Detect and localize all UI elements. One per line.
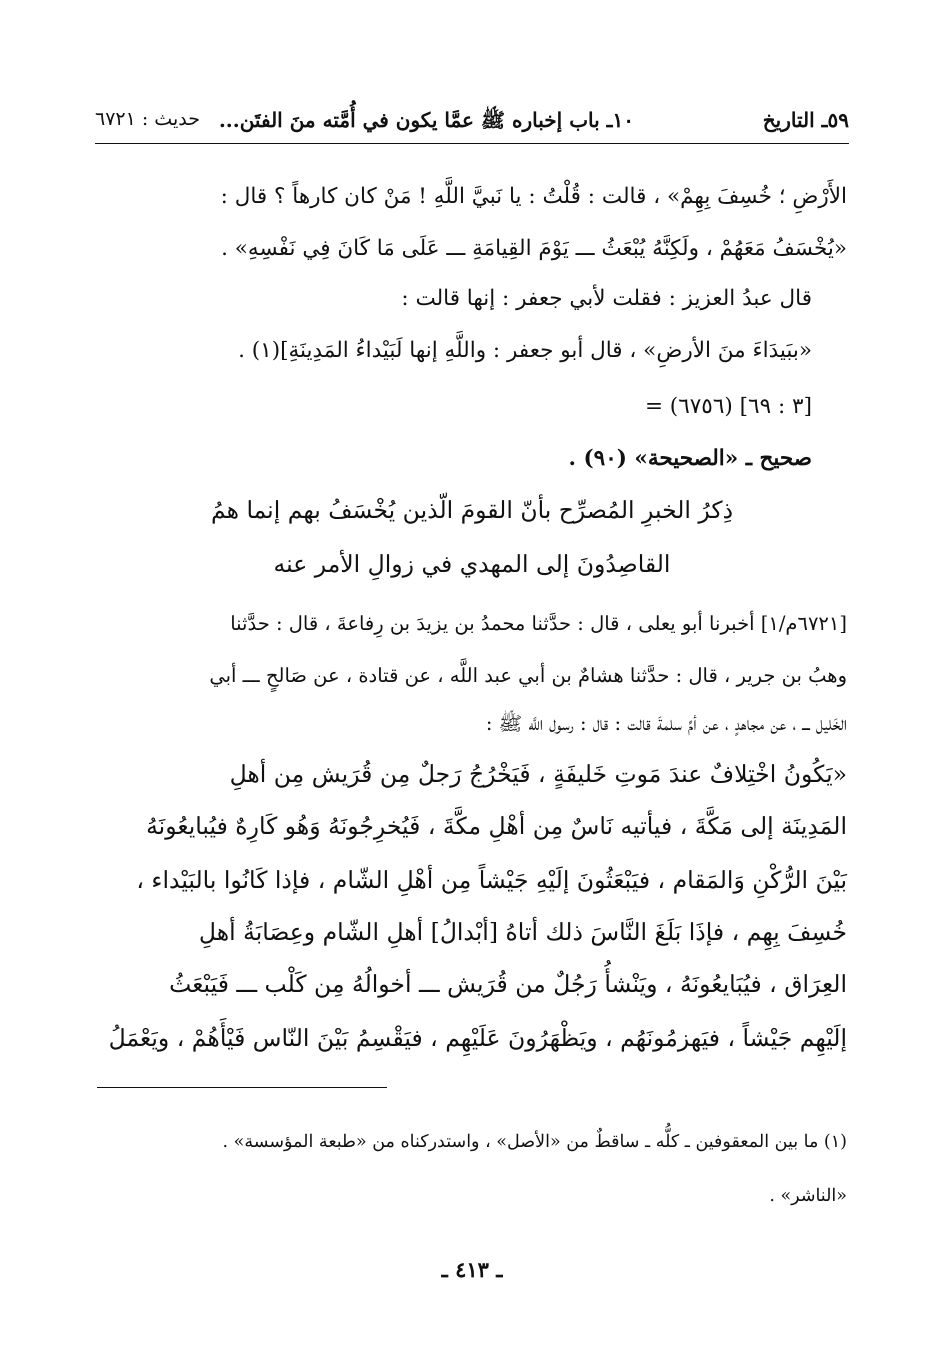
- header-rule: [95, 143, 849, 144]
- matn-line: إلَيْهِم جَيْشاً ، فيَهزمُونَهُم ، ويَظْهَرُونَ عَلَيْهِم ، فيَقْسِمُ بَيْنَ النّاس فَيْأَهُمْ ، ويَعْمَلُ: [108, 1024, 847, 1052]
- cross-reference: = (٦٧٥٦) [٣ : ٦٩]: [644, 394, 812, 419]
- text-line: «يُخْسَفُ مَعَهُمْ ، ولَكِنَّهُ يُبْعَثُ ـــ يَوْمَ القِيامَةِ ـــ عَلَى مَا كَانَ فِي نَفْسِهِ» .: [221, 236, 847, 261]
- matn-line: بَيْنَ الرُّكْنِ وَالمَقام ، فيَبْعَثُونَ إلَيْهِ جَيْشاً مِن أهْلِ الشّام ، فإذا كَانُوا بالبَيْداء ،: [136, 866, 847, 894]
- matn-line: العِرَاق ، فيُبَايعُونَهُ ، ويَنْشأُ رَجُلٌ من قُرَيش ـــ أخوالُهُ مِن كَلْب ـــ فَيَبْعَثُ: [169, 970, 847, 998]
- text-line: «ببَيدَاءَ منَ الأرضِ» ، قال أبو جعفر : واللَّهِ إنها لَبَيْداءُ المَدِينَةِ](١) .: [238, 338, 812, 363]
- chapter-heading-line: القاصِدُونَ إلى المهدي في زوالِ الأمر عنه: [273, 550, 671, 578]
- matn-line: «يَكُونُ اخْتِلافٌ عندَ مَوتِ خَليفَةٍ ، فَيَخْرُجُ رَجلٌ مِن قُرَيش مِن أهلِ: [229, 760, 847, 788]
- chapter-heading-line: ذِكرُ الخبرِ المُصرِّح بأنّ القومَ الّذين يُخْسَفُ بهم إنما همُ: [210, 496, 734, 524]
- isnad-line: الخَليل ـــ ، عن مجاهدٍ ، عن أمِّ سلمةَ قالت : قال : رسول اللَّه ﷺ :: [485, 712, 847, 735]
- footnote: «الناشر» .: [769, 1186, 847, 1206]
- running-header: [95, 108, 849, 138]
- isnad-line: وهبُ بن جرير ، قال : حدَّثنا هشامٌ بن أبي عبد اللَّه ، عن قتادة ، عن صَالحٍ ـــ أبي: [209, 664, 847, 687]
- text-line: قال عبدُ العزيز : فقلت لأبي جعفر : إنها قالت :: [401, 286, 812, 311]
- text-line: الأَرْضِ ؛ خُسِفَ بِهِمْ» ، قالت : قُلْتُ : يا نَبيَّ اللَّهِ ! مَنْ كان كارهاً ؟ قال :: [220, 184, 847, 209]
- matn-line: خُسِفَ بِهِم ، فإذَا بَلَغَ النَّاسَ ذلك أتاهُ [أبْدالُ] أهلِ الشّام وعِصَابَةُ أهلِ: [198, 918, 847, 946]
- matn-line: المَدِينَة إلى مَكَّةَ ، فيأتيه نَاسٌ مِن أهْلِ مكَّةَ ، فَيُخرِجُونَهُ وَهُو كَارِهٌ فيُبايعُونَهُ: [146, 812, 847, 840]
- footnote-rule: [97, 1087, 387, 1088]
- grading-line: صحيح ـ «الصحيحة» (٩٠) .: [568, 446, 812, 471]
- page-number: ـ ٤١٣ ـ: [441, 1257, 503, 1282]
- header-chapter: ٥٩ـ التاريخ: [762, 108, 849, 132]
- header-hadith-number: حديث : ٦٧٢١: [95, 108, 200, 130]
- footnote: (١) ما بين المعقوفين ـ كلُّه ـ ساقطٌ من «الأصل» ، واستدركناه من «طبعة المؤسسة» .: [222, 1132, 847, 1152]
- header-section-title: ١٠ـ باب إخباره ﷺ عمَّا يكون في أُمَّته منَ الفتَن...: [218, 108, 634, 132]
- isnad-line: [٦٧٢١م/١] أخبرنا أبو يعلى ، قال : حدَّثنا محمدُ بن يزيدَ بن رِفاعةَ ، قال : حدَّثنا: [230, 612, 847, 635]
